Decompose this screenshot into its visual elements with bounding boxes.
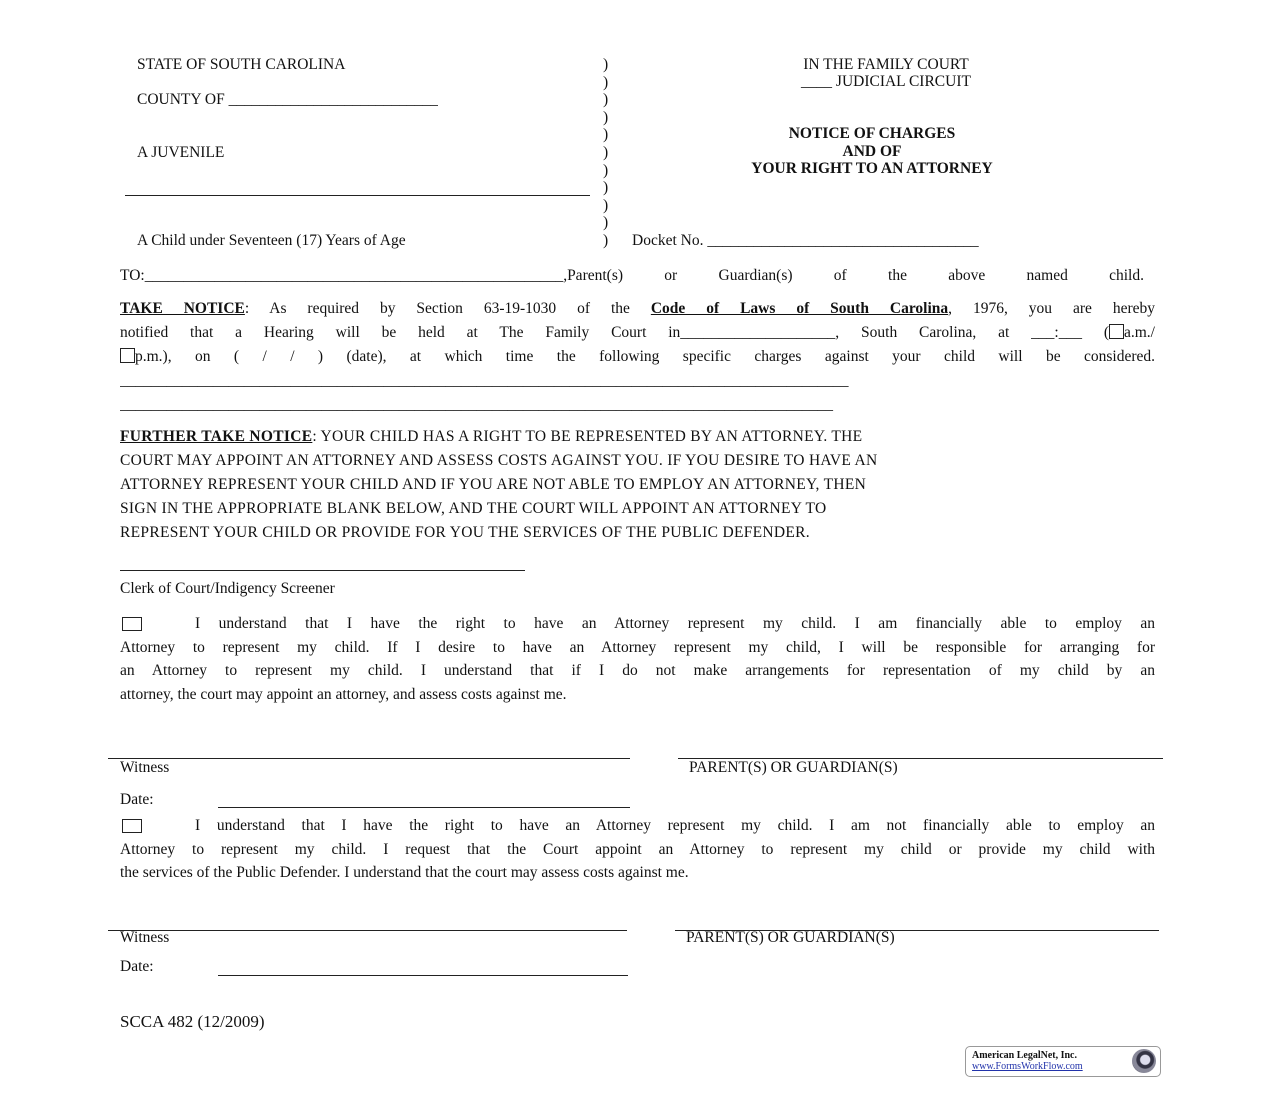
juvenile-name-line[interactable]: [125, 195, 590, 196]
option1-line2: Attorney to represent my child. If I desire to have an Attorney represent my child, I will be responsible for arranging for: [120, 639, 1155, 656]
child-age-label: A Child under Seventeen (17) Years of Age: [137, 232, 406, 249]
witness1-label: Witness: [120, 759, 170, 776]
logo-url-link[interactable]: www.FormsWorkFlow.com: [972, 1061, 1083, 1072]
court-label: IN THE FAMILY COURT: [803, 56, 969, 73]
pm-checkbox[interactable]: [120, 348, 135, 363]
take-notice-line2: notified that a Hearing will be held at The Family Court in____________________, South Carolina, at ___:___ ( a.m./: [120, 324, 1155, 341]
caption-parentheses: ) ) ) ) ) ) ) ) ) ) ): [603, 56, 609, 249]
charges-line-2[interactable]: ____________________________________________________________________________________________: [120, 396, 833, 413]
parent2-label: PARENT(S) OR GUARDIAN(S): [686, 929, 895, 946]
option1-line3: an Attorney to represent my child. I understand that if I do not make arrangements for representation of my child by an: [120, 662, 1155, 679]
date2-label: Date:: [120, 958, 154, 975]
take-notice-line1: TAKE NOTICE: As required by Section 63-19-1030 of the Code of Laws of South Carolina, 1976, you are hereby: [120, 300, 1155, 317]
option1-line4: attorney, the court may appoint an attorney, and assess costs against me.: [120, 686, 567, 703]
date2-line[interactable]: [218, 975, 628, 976]
globe-icon: [1132, 1049, 1156, 1073]
witness2-label: Witness: [120, 929, 170, 946]
am-checkbox[interactable]: [1109, 324, 1124, 339]
date1-line[interactable]: [218, 807, 630, 808]
docket-number-field[interactable]: Docket No. ___________________________________: [632, 232, 979, 249]
further-notice-line5: REPRESENT YOUR CHILD OR PROVIDE FOR YOU THE SERVICES OF THE PUBLIC DEFENDER.: [120, 524, 810, 541]
county-field[interactable]: COUNTY OF ___________________________: [137, 91, 438, 108]
option1-line1: I understand that I have the right to have an Attorney represent my child. I am financially able to employ an: [195, 615, 1155, 632]
option2-line1: I understand that I have the right to have an Attorney represent my child. I am not financially able to employ an: [195, 817, 1155, 834]
option2-line3: the services of the Public Defender. I understand that the court may assess costs against me.: [120, 864, 689, 881]
further-notice-line3: ATTORNEY REPRESENT YOUR CHILD AND IF YOU ARE NOT ABLE TO EMPLOY AN ATTORNEY, THEN: [120, 476, 867, 493]
take-notice-heading: TAKE NOTICE: [120, 300, 245, 317]
to-parent-field[interactable]: TO:______________________________________________________,Parent(s) or Guardian(s) of the above named child.: [120, 267, 1144, 284]
further-notice-line4: SIGN IN THE APPROPRIATE BLANK BELOW, AND THE COURT WILL APPOINT AN ATTORNEY TO: [120, 500, 827, 517]
code-of-laws-ref: Code of Laws of South Carolina: [650, 300, 949, 317]
form-number: SCCA 482 (12/2009): [120, 1012, 265, 1031]
further-notice-heading: FURTHER TAKE NOTICE: [120, 428, 313, 445]
option2-line2: Attorney to represent my child. I request that the Court appoint an Attorney to represent my child or provide my child with: [120, 841, 1155, 858]
further-notice-line1: FURTHER TAKE NOTICE: YOUR CHILD HAS A RIGHT TO BE REPRESENTED BY AN ATTORNEY. THE: [120, 428, 863, 445]
witness2-signature-line[interactable]: [108, 930, 627, 931]
clerk-label: Clerk of Court/Indigency Screener: [120, 580, 335, 597]
document-title-line3: YOUR RIGHT TO AN ATTORNEY: [751, 160, 993, 177]
charges-line-1[interactable]: ______________________________________________________________________________________________: [120, 372, 849, 389]
logo-name: American LegalNet, Inc.: [972, 1050, 1077, 1061]
further-notice-line2: COURT MAY APPOINT AN ATTORNEY AND ASSESS COSTS AGAINST YOU. IF YOU DESIRE TO HAVE AN: [120, 452, 878, 469]
document-title-line1: NOTICE OF CHARGES: [788, 125, 956, 142]
juvenile-label: A JUVENILE: [137, 144, 225, 161]
witness1-signature-line[interactable]: [108, 758, 630, 759]
parent1-label: PARENT(S) OR GUARDIAN(S): [689, 759, 898, 776]
option1-checkbox[interactable]: [122, 617, 142, 631]
date1-label: Date:: [120, 791, 154, 808]
clerk-signature-line[interactable]: [120, 570, 525, 571]
document-title-line2: AND OF: [842, 143, 902, 160]
american-legalnet-logo[interactable]: [965, 1046, 1161, 1077]
take-notice-line3: p.m.), on ( / / ) (date), at which time the following specific charges against your child will be considered.: [120, 347, 1155, 367]
circuit-field[interactable]: ____ JUDICIAL CIRCUIT: [801, 73, 971, 90]
state-label: STATE OF SOUTH CAROLINA: [137, 56, 346, 73]
option2-checkbox[interactable]: [122, 819, 142, 833]
